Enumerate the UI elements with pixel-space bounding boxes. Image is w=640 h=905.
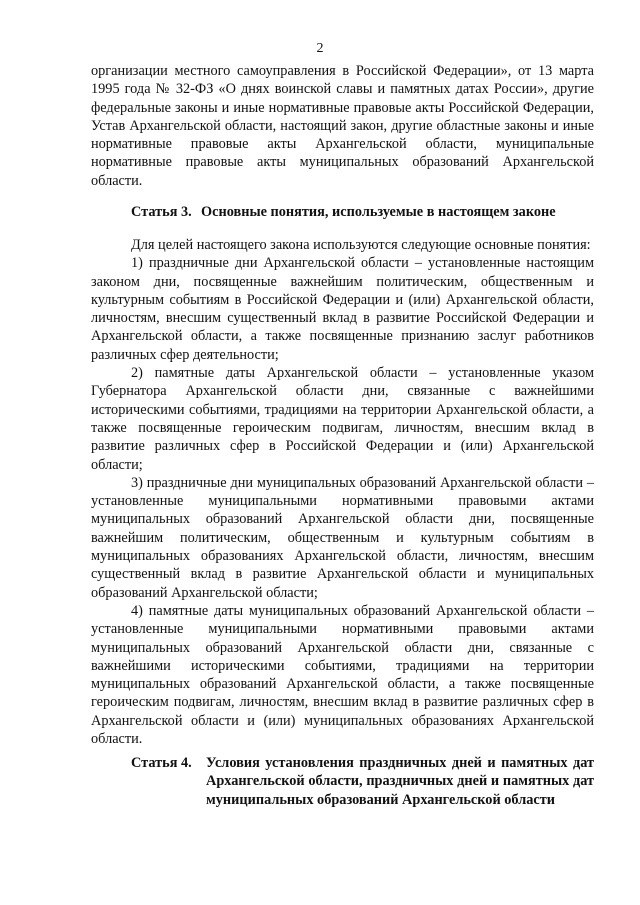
article-3-number: Статья 3.	[131, 204, 192, 220]
article-3-body	[91, 236, 594, 748]
article-3-heading	[131, 203, 556, 221]
article-3-item-2: 2) памятные даты Архангельской области – установленные указом Губернатора Архангельской области дни, связанные с важнейшими историческими событиями, традициями на территории Архангельской области, а также посвященные героическим подвигам, личностям, внесшим вклад в развитие различных сфер в Российской Федерации и (или) Архангельской области;	[91, 365, 594, 473]
article-4-title: Условия установления праздничных дней и памятных дат Архангельской области, праздничных дней и памятных дат муниципальных образований Архангельской области	[206, 755, 594, 808]
article-3-lead: Для целей настоящего закона используются следующие основные понятия:	[131, 237, 591, 253]
article-3-item-1: 1) праздничные дни Архангельской области – установленные настоящим законом дни, посвященные важнейшим политическим, общественным и культурным событиям в Российской Федерации и (или) Архангельской области, личностям, внесшим существенный вклад в развитие Российской Федерации и Архангельской области, а также посвященные признанию заслуг работников различных сфер деятельности;	[91, 255, 594, 363]
article-3-item-4: 4) памятные даты муниципальных образований Архангельской области – установленные муниципальными нормативными правовыми актами муниципальных образований Архангельской области дни, связанные с важнейшими историческими событиями, традициями на территории муниципальных образований Архангельской области, а также посвященные героическим подвигам, личностям, внесшим вклад в развитие различных сфер в Архангельской области и (или) муниципальных образованиях Архангельской области.	[91, 602, 594, 748]
page-number: 2	[316, 41, 324, 56]
intro-paragraph-block	[91, 62, 594, 190]
intro-paragraph: организации местного самоуправления в Российской Федерации», от 13 марта 1995 года № 32-ФЗ «О днях воинской славы и памятных датах России», другие федеральные законы и иные нормативные правовые акты Российской Федерации, Устав Архангельской области, настоящий закон, другие областные законы и иные нормативные правовые акты Архангельской области, муниципальные нормативные правовые акты муниципальных образований Архангельской области.	[91, 63, 594, 189]
article-4-number: Статья 4.	[131, 755, 192, 771]
article-3-title: Основные понятия, используемые в настоящем законе	[201, 204, 556, 220]
article-3-item-3: 3) праздничные дни муниципальных образований Архангельской области – установленные муниципальными нормативными правовыми актами муниципальных образований Архангельской области дни, посвященные важнейшим политическим, общественным и культурным событиям в муниципальных образованиях Архангельской области, личностям, внесшим существенный вклад в развитие Архангельской области и муниципальных образований Архангельской области;	[91, 474, 594, 601]
